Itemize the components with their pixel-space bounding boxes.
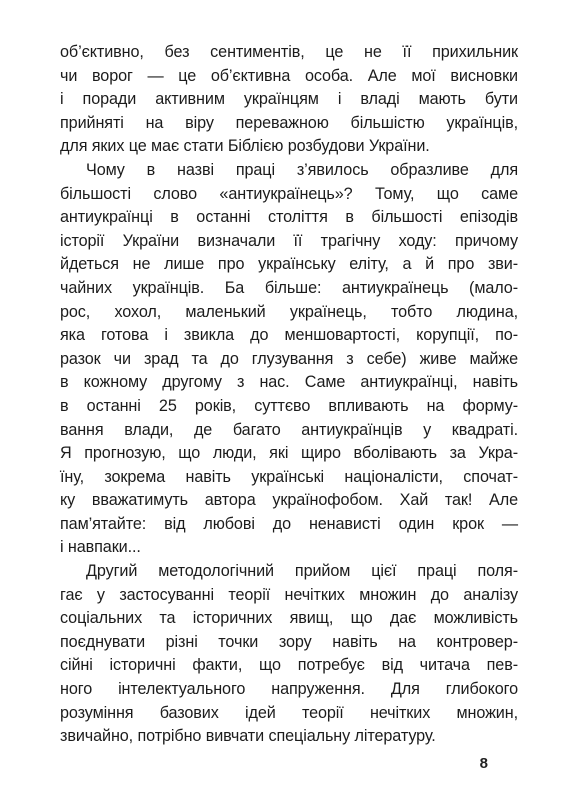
text-line: гає у застосуванні теорії нечітких множин до аналізу [60, 585, 518, 604]
text-line: Чому в назві праці з’явилось образливе для [86, 160, 518, 179]
text-line: в кожному другому з нас. Саме антиукраїнці, навіть [60, 373, 518, 392]
text-line: йдеться не лише про українську еліту, а й про зви- [60, 255, 518, 274]
text-line: звичайно, потрібно вивчати спеціальну літературу. [60, 727, 436, 746]
text-line: більшості слово «антиукраїнець»? Тому, що саме [60, 184, 518, 203]
text-line: об’єктивно, без сентиментів, це не її прихильник [60, 43, 518, 61]
text-line: сійні історичні факти, що потребує від читача пев- [60, 656, 518, 675]
body-text [60, 41, 518, 749]
text-line: пам’ятайте: від любові до ненависті один крок — [60, 514, 518, 533]
text-line: і поради активним українцям і владі мають бути [60, 90, 518, 109]
text-line: ного інтелектуального напруження. Для глибокого [60, 680, 518, 699]
text-line: чи ворог — це об’єктивна особа. Але мої висновки [60, 66, 518, 85]
page-number: 8 [479, 755, 488, 772]
text-line: яка готова і звикла до меншовартості, корупції, по- [60, 326, 518, 345]
text-line: історії України визначали її трагічну ходу: причому [60, 231, 518, 250]
text-line: поєднувати різні точки зору навіть на контровер- [60, 632, 518, 651]
text-line: їну, зокрема навіть українські націоналісти, спочат- [60, 467, 518, 486]
text-line: Другий методологічний прийом цієї праці поля- [86, 562, 518, 581]
text-line: соціальних та історичних явищ, що дає можливість [60, 609, 518, 628]
text-line: чайних українців. Ба більше: антиукраїнець (мало- [60, 278, 518, 297]
text-line: Я прогнозую, що люди, які щиро вболівають за Укра- [60, 444, 518, 463]
text-line: рос, хохол, маленький українець, тобто людина, [60, 302, 518, 321]
text-line: вання влади, де багато антиукраїнців у квадраті. [60, 420, 518, 439]
text-line: прийняті на віру переважною більшістю українців, [60, 113, 518, 132]
text-line: розуміння базових ідей теорії нечітких множин, [60, 703, 518, 722]
text-line: ку вважатимуть автора українофобом. Хай так! Але [60, 491, 518, 510]
text-line: для яких це має стати Біблією розбудови України. [60, 137, 430, 156]
text-line: разок чи зрад та до глузування з себе) живе майже [60, 349, 518, 368]
text-line: антиукраїнці в останні століття в більшості епізодів [60, 208, 518, 227]
text-line: в останні 25 років, суттєво впливають на форму- [60, 396, 518, 415]
text-line: і навпаки... [60, 538, 141, 557]
